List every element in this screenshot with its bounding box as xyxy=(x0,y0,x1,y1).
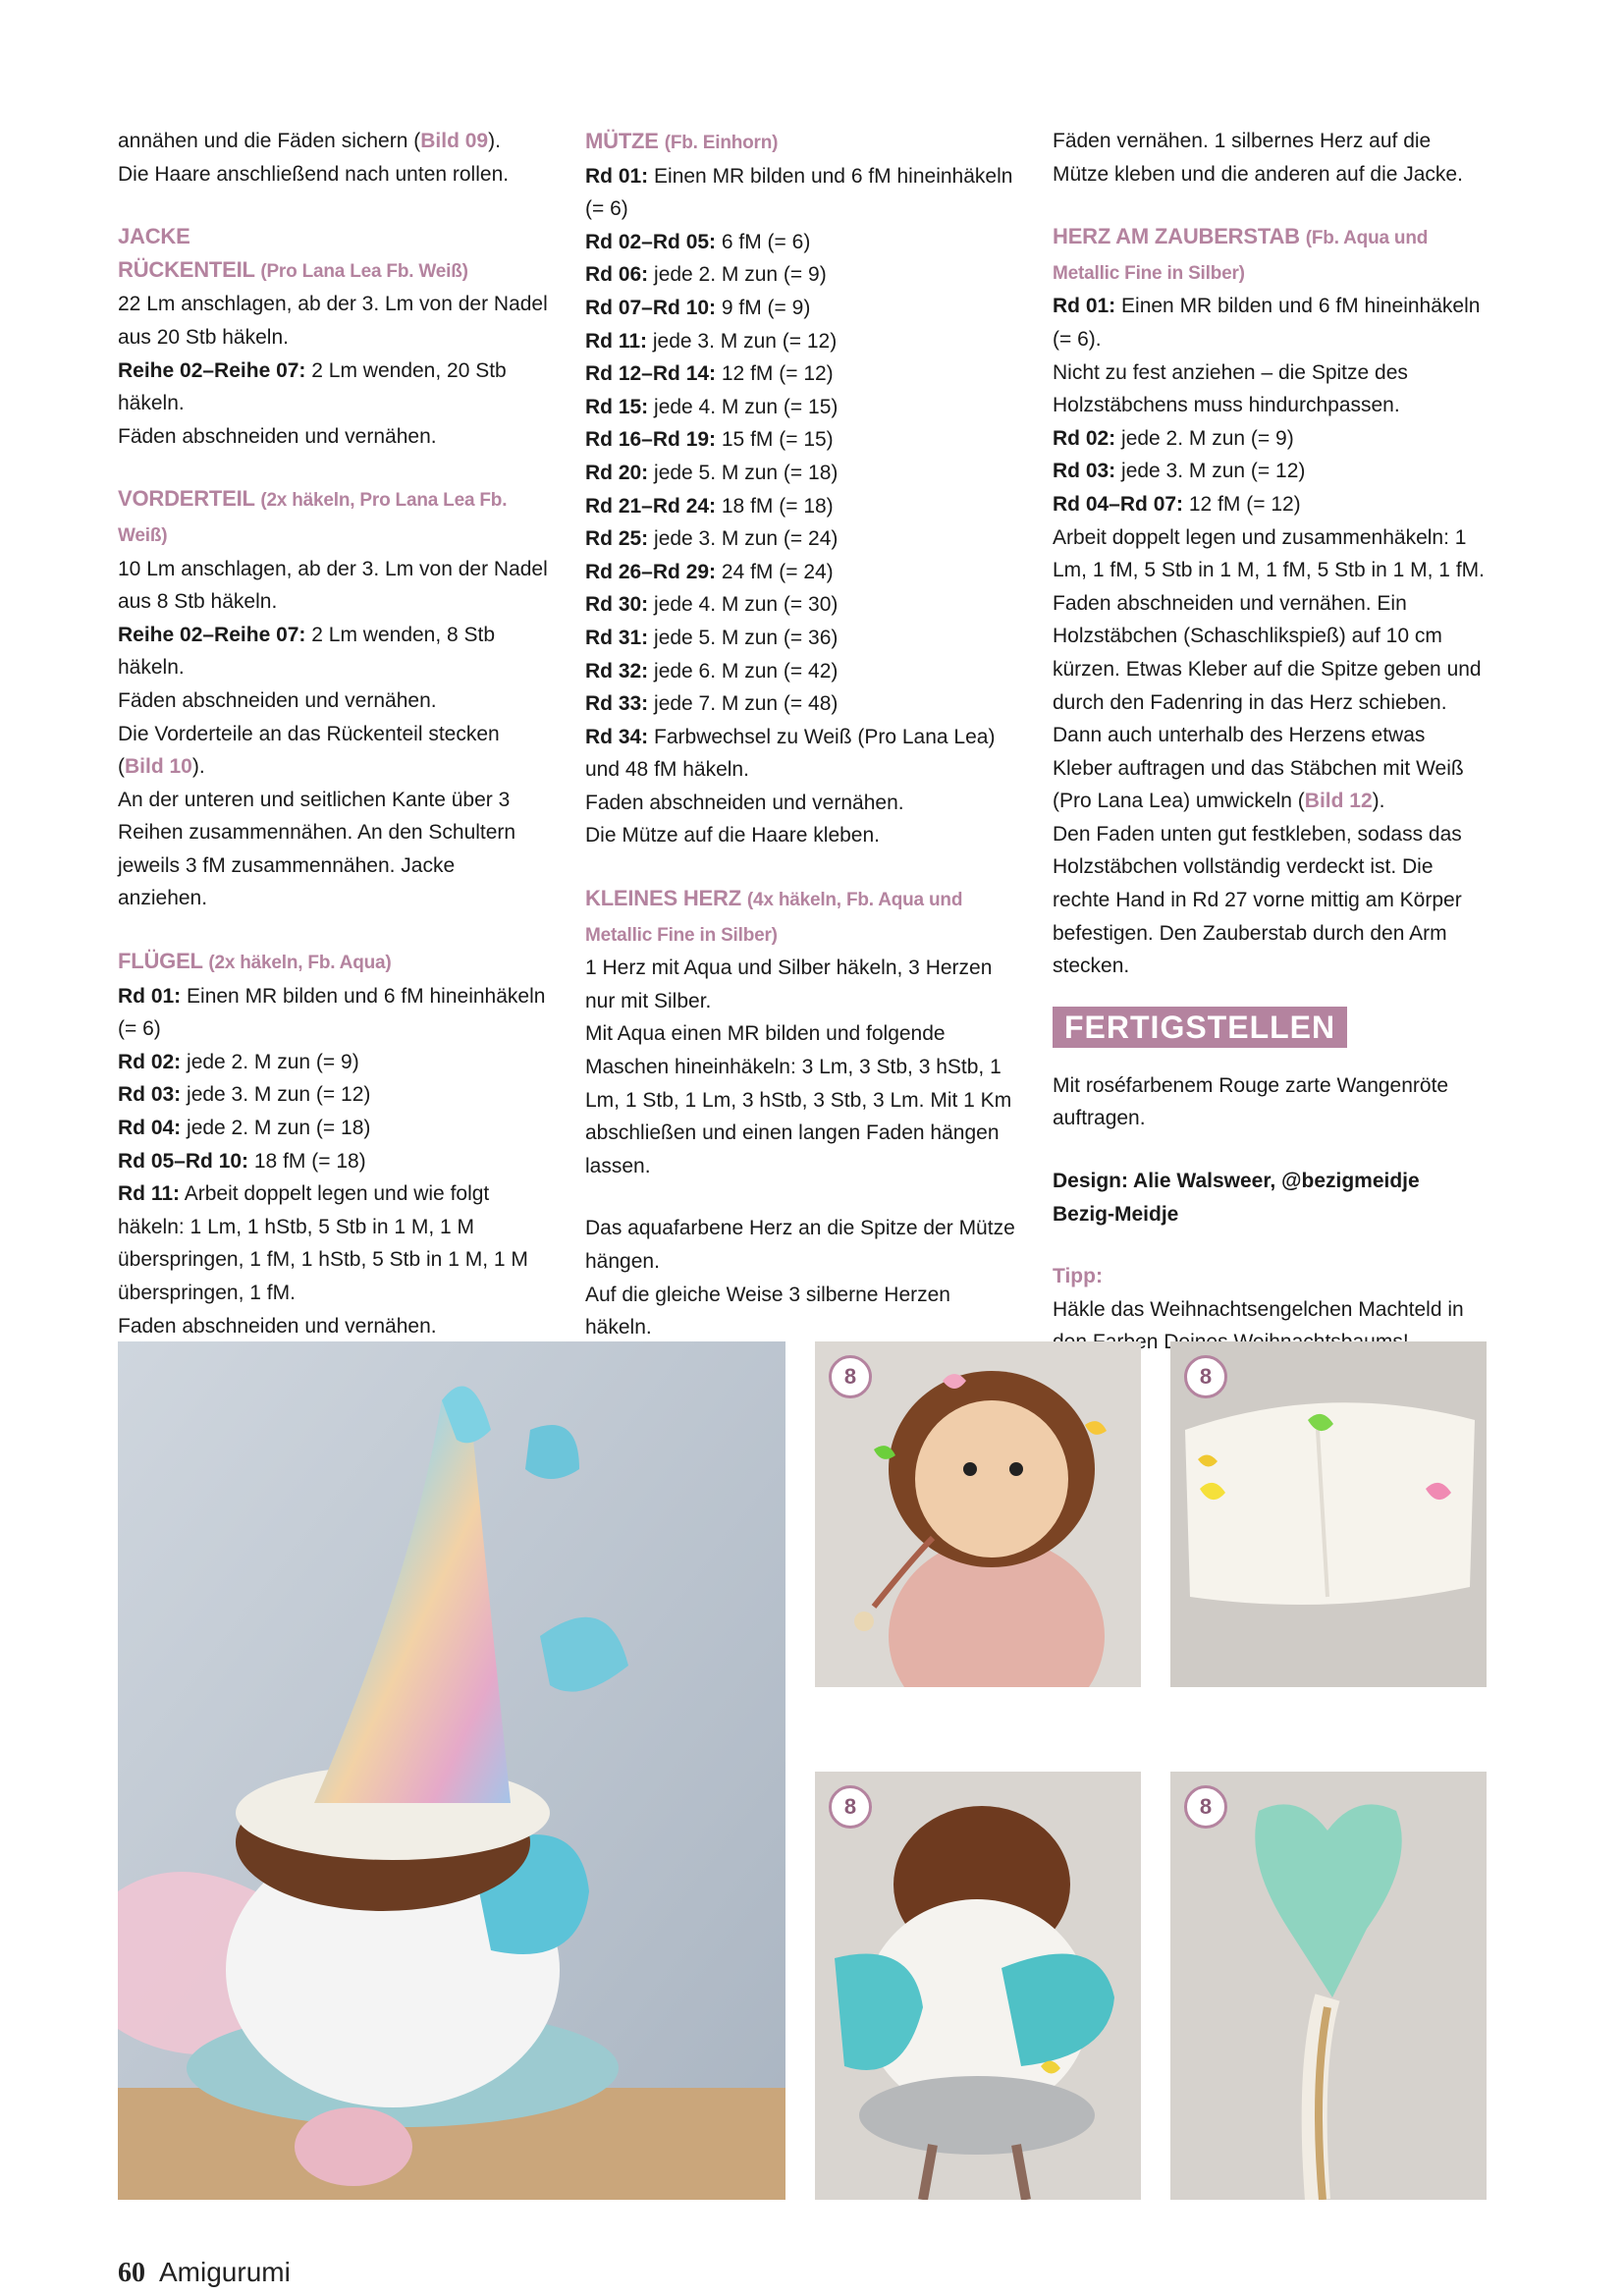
section-heading-rueckenteil: RÜCKENTEIL (Pro Lana Lea Fb. Weiß) xyxy=(118,256,468,282)
figure-badge: 8 xyxy=(829,1785,872,1829)
muetze-row: Rd 15: jede 4. M zun (= 15) xyxy=(585,395,839,418)
instruction-row: Rd 04: jede 2. M zun (= 18) xyxy=(118,1117,371,1140)
section-heading-muetze: MÜTZE (Fb. Einhorn) xyxy=(585,129,779,153)
heart-wand-illustration xyxy=(1170,1772,1487,2200)
paragraph: Die Mütze auf die Haare kleben. xyxy=(585,824,880,847)
muetze-row: Rd 02–Rd 05: 6 fM (= 6) xyxy=(585,230,811,253)
photo-heart-wand xyxy=(1170,1772,1487,2200)
photo-angel-hair xyxy=(815,1341,1141,1687)
muetze-row: Rd 31: jede 5. M zun (= 36) xyxy=(585,626,839,649)
paragraph: Den Faden unten gut festkleben, sodass das Holzstäbchen vollständig verdeckt ist. Die rechte Hand in Rd 27 vorne mittig am Körper befestigen. Den Zauberstab durch den Arm stecken. xyxy=(1053,822,1462,978)
section-heading-kleines-herz: KLEINES HERZ (4x häkeln, Fb. Aqua und Metallic Fine in Silber) xyxy=(585,886,963,946)
instruction-row: Reihe 02–Reihe 07: 2 Lm wenden, 20 Stb häkeln. xyxy=(118,358,507,415)
figure-badge: 8 xyxy=(1184,1355,1227,1398)
paragraph: Auf die gleiche Weise 3 silberne Herzen häkeln. xyxy=(585,1283,950,1339)
instruction-row: Rd 11: Arbeit doppelt legen und wie folgt häkeln: 1 Lm, 1 hStb, 5 Stb in 1 M, 1 M überspringen, 1 fM, 1 hStb, 5 Stb in 1 M, 1 M überspringen, 1 fM. xyxy=(118,1182,528,1304)
paragraph: Mit roséfarbenem Rouge zarte Wangenröte auftragen. xyxy=(1053,1073,1449,1130)
section-heading-fluegel: FLÜGEL (2x häkeln, Fb. Aqua) xyxy=(118,949,392,974)
muetze-row: Rd 06: jede 2. M zun (= 9) xyxy=(585,263,827,287)
instruction-row: Reihe 02–Reihe 07: 2 Lm wenden, 8 Stb häkeln. xyxy=(118,623,496,680)
magazine-section: Amigurumi xyxy=(159,2257,291,2287)
instruction-row: Rd 04–Rd 07: 12 fM (= 12) xyxy=(1053,492,1301,516)
paragraph: Fäden abschneiden und vernähen. xyxy=(118,688,437,712)
instruction-row: Rd 03: jede 3. M zun (= 12) xyxy=(1053,460,1306,483)
instruction-row: Rd 01: Einen MR bilden und 6 fM hineinhäkeln (= 6). xyxy=(1053,295,1481,351)
design-credit-name: Bezig-Meidje xyxy=(1053,1202,1179,1226)
paragraph: Das aquafarbene Herz an die Spitze der Mütze hängen. xyxy=(585,1217,1015,1273)
muetze-row: Rd 07–Rd 10: 9 fM (= 9) xyxy=(585,296,811,319)
paragraph: 1 Herz mit Aqua und Silber häkeln, 3 Herzen nur mit Silber. xyxy=(585,957,993,1012)
instruction-row: Rd 05–Rd 10: 18 fM (= 18) xyxy=(118,1149,366,1173)
column-1 xyxy=(118,125,550,1475)
muetze-row: Rd 21–Rd 24: 18 fM (= 18) xyxy=(585,494,834,518)
paragraph: 10 Lm anschlagen, ab der 3. Lm von der Nadel aus 8 Stb häkeln. xyxy=(118,557,548,614)
tip-label: Tipp: xyxy=(1053,1265,1103,1288)
paragraph: Die Haare anschließend nach unten rollen. xyxy=(118,162,510,186)
paragraph: Arbeit doppelt legen und zusammenhäkeln: 1 Lm, 1 fM, 5 Stb in 1 M, 1 fM, 5 Stb in 1 M, 1 fM. xyxy=(1053,525,1485,582)
column-2 xyxy=(585,125,1017,1344)
paragraph: An der unteren und seitlichen Kante über 3 Reihen zusammennähen. An den Schultern jeweils 3 fM zusammennähen. Jacke anziehen. xyxy=(118,788,516,910)
instruction-row: Rd 02: jede 2. M zun (= 9) xyxy=(118,1050,359,1073)
paragraph: Mit Aqua einen MR bilden und folgende Maschen hineinhäkeln: 3 Lm, 3 Stb, 3 hStb, 1 Lm, 1 Stb, 1 Lm, 3 hStb, 3 Stb, 3 Lm. Mit 1 Km abschließen und einen langen Faden hängen lassen. xyxy=(585,1022,1012,1177)
paragraph: 22 Lm anschlagen, ab der 3. Lm von der Nadel aus 20 Stb häkeln. xyxy=(118,293,548,349)
figure-ref: Bild 12 xyxy=(1304,790,1373,813)
muetze-row: Rd 25: jede 3. M zun (= 24) xyxy=(585,527,839,551)
paragraph: Fäden vernähen. 1 silbernes Herz auf die Mütze kleben und die anderen auf die Jacke. xyxy=(1053,130,1463,186)
muetze-row: Rd 34: Farbwechsel zu Weiß (Pro Lana Lea) und 48 fM häkeln. xyxy=(585,725,996,782)
section-heading-vorderteil: VORDERTEIL (2x häkeln, Pro Lana Lea Fb. Weiß) xyxy=(118,486,508,546)
muetze-row: Rd 26–Rd 29: 24 fM (= 24) xyxy=(585,560,834,583)
muetze-rows xyxy=(585,160,1017,787)
section-banner-fertigstellen: FERTIGSTELLEN xyxy=(1053,1007,1347,1048)
wings-illustration xyxy=(815,1772,1141,2200)
instruction-row: Rd 03: jede 3. M zun (= 12) xyxy=(118,1083,371,1107)
muetze-row: Rd 16–Rd 19: 15 fM (= 15) xyxy=(585,428,834,452)
paragraph: Fäden abschneiden und vernähen. xyxy=(118,424,437,448)
muetze-row: Rd 32: jede 6. M zun (= 42) xyxy=(585,659,839,683)
figure-ref: Bild 10 xyxy=(125,755,192,779)
muetze-row: Rd 30: jede 4. M zun (= 30) xyxy=(585,593,839,617)
muetze-row: Rd 20: jede 5. M zun (= 18) xyxy=(585,461,839,484)
figure-badge: 8 xyxy=(829,1355,872,1398)
figure-badge: 8 xyxy=(1184,1785,1227,1829)
section-heading-jacke: JACKE xyxy=(118,224,190,249)
photo-wings-pinned xyxy=(815,1772,1141,2200)
page-footer xyxy=(118,2257,291,2289)
photo-angel-unicorn-hat xyxy=(118,1341,785,2200)
paragraph: Die Vorderteile an das Rückenteil stecken (Bild 10). xyxy=(118,722,500,779)
instruction-row: Rd 02: jede 2. M zun (= 9) xyxy=(1053,426,1294,450)
figure-ref: Bild 09 xyxy=(420,130,489,152)
muetze-row: Rd 01: Einen MR bilden und 6 fM hineinhäkeln (= 6) xyxy=(585,164,1013,221)
column-3 xyxy=(1053,125,1485,1359)
tip-text: Häkle das Weihnachtsengelchen Machteld in xyxy=(1053,1297,1464,1321)
instruction-row: Rd 01: Einen MR bilden und 6 fM hineinhäkeln (= 6) xyxy=(118,984,546,1041)
page-number: 60 xyxy=(118,2258,145,2288)
muetze-row: Rd 11: jede 3. M zun (= 12) xyxy=(585,329,838,353)
muetze-row: Rd 33: jede 7. M zun (= 48) xyxy=(585,692,839,716)
paragraph: Faden abschneiden und vernähen. xyxy=(118,1314,437,1338)
paragraph: Faden abschneiden und vernähen. Ein Holzstäbchen (Schaschlikspieß) auf 10 cm kürzen. Etwas Kleber auf die Spitze geben und durch den Fadenring in das Herz schieben. Dann auch unterhalb des Herzens etwas Kleber auftragen und das Stäbchen mit Weiß (Pro Lana Lea) umwickeln (Bild 12). xyxy=(1053,591,1482,813)
paragraph: annähen und die Fäden sichern (Bild 09). xyxy=(118,130,501,152)
angel-illustration xyxy=(118,1341,785,2200)
photo-jacket-pinned xyxy=(1170,1341,1487,1687)
section-heading-herz-am-zauberstab: HERZ AM ZAUBERSTAB (Fb. Aqua und Metallic Fine in Silber) xyxy=(1053,224,1429,284)
muetze-row: Rd 12–Rd 14: 12 fM (= 12) xyxy=(585,362,834,386)
paragraph: Faden abschneiden und vernähen. xyxy=(585,791,904,814)
design-credit: Design: Alie Walsweer, @bezigmeidje xyxy=(1053,1170,1420,1193)
paragraph: Nicht zu fest anziehen – die Spitze des Holzstäbchens muss hindurchpassen. xyxy=(1053,360,1408,417)
